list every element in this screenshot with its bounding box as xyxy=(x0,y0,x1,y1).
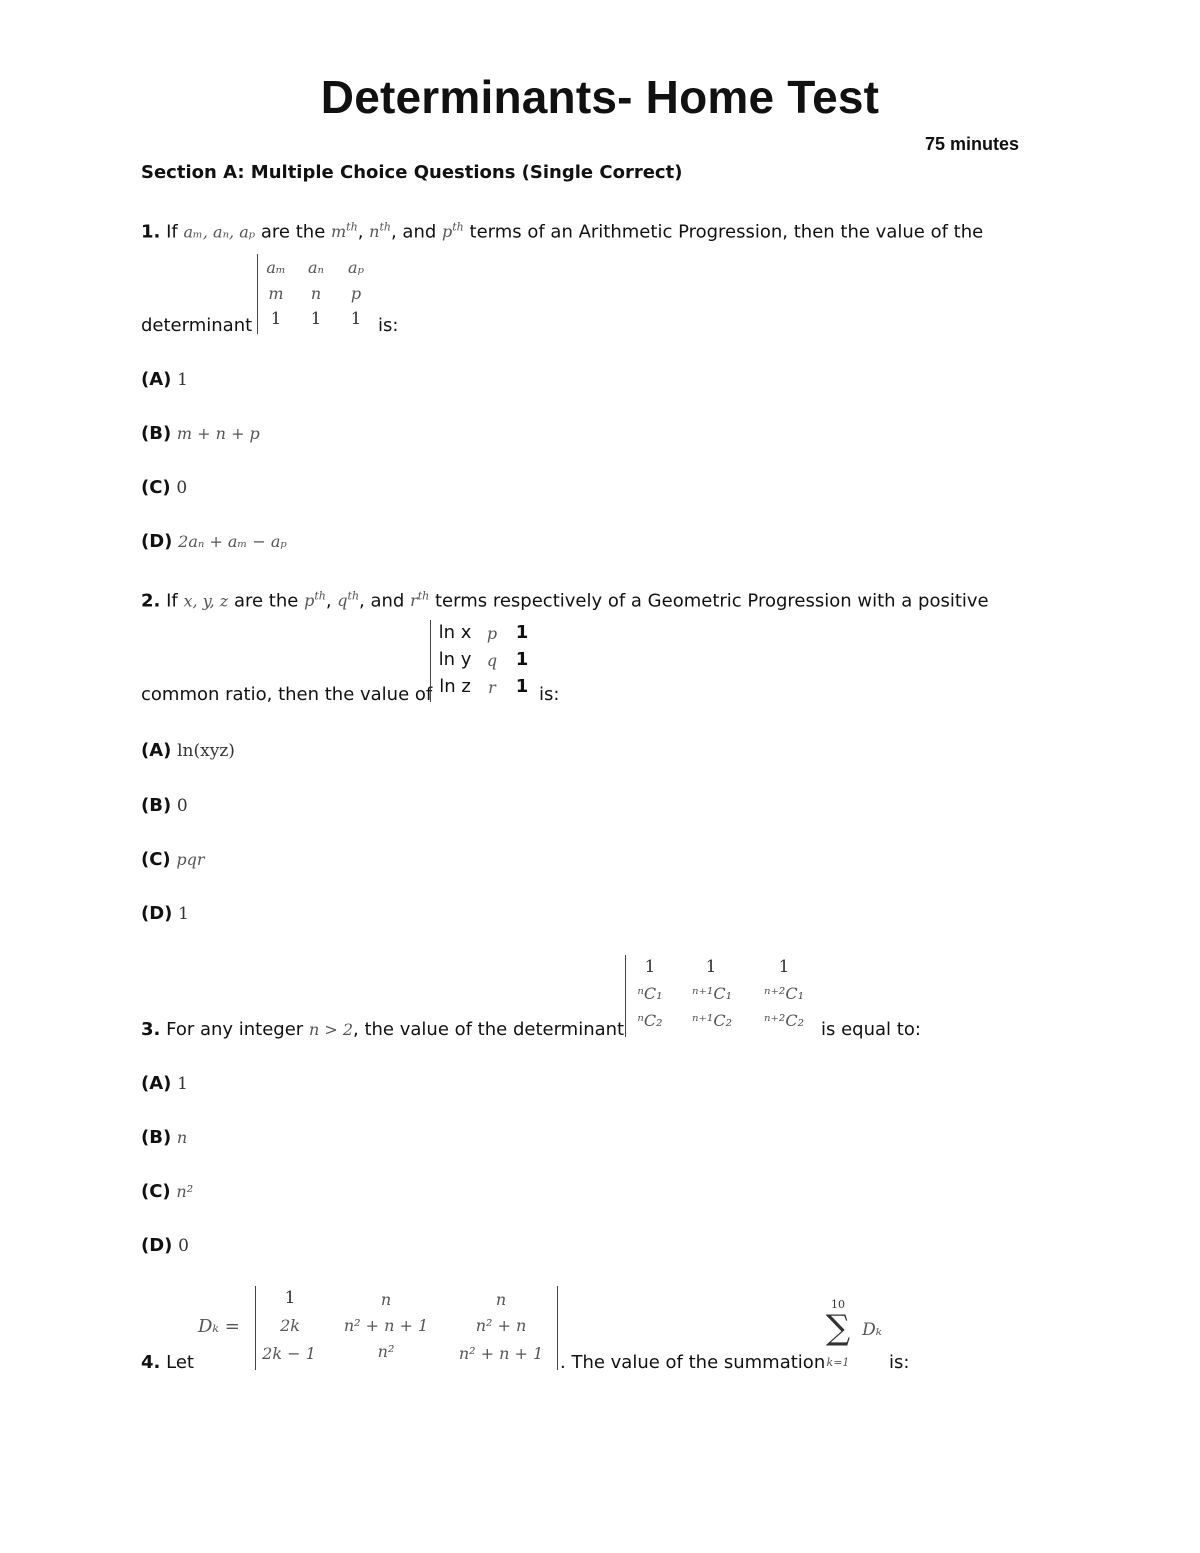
question-3-number: 3. xyxy=(141,1019,161,1040)
sum-upper-limit: 10 xyxy=(831,1298,845,1311)
question-3-line xyxy=(141,1019,624,1040)
q1-pth: $p^{th}$ xyxy=(442,221,464,242)
det-cell: p xyxy=(350,284,362,303)
sum-term: Dₖ xyxy=(862,1320,882,1340)
det-cell: 1 xyxy=(778,957,790,977)
question-4-number: 4. xyxy=(141,1352,161,1373)
q2-line-2: common ratio, then the value of xyxy=(141,684,433,705)
q3-option-c: (C) n² xyxy=(141,1181,194,1202)
q2-is: is: xyxy=(539,684,560,705)
det-cell: 1 xyxy=(515,649,529,670)
q1-determinant xyxy=(257,254,373,334)
q2-vars: x, y, z xyxy=(183,591,229,611)
q2-option-a: (A) ln(xyz) xyxy=(141,740,235,761)
det-cell: aₘ xyxy=(266,258,286,277)
q4-is: is: xyxy=(889,1352,910,1373)
det-cell: ln z xyxy=(439,676,471,697)
det-cell: ⁿ⁺¹C₂ xyxy=(692,1011,732,1030)
det-cell: n xyxy=(380,1290,392,1309)
det-cell: aₚ xyxy=(348,258,364,277)
q3-option-b: (B) n xyxy=(141,1127,188,1148)
q4-text-mid: . The value of the summation xyxy=(560,1352,826,1373)
q1-option-a: (A) 1 xyxy=(141,369,188,390)
det-cell: m xyxy=(268,284,284,303)
q2-rth: $r^{th}$ xyxy=(410,590,430,611)
q3-text-3: is equal to: xyxy=(821,1019,921,1040)
q4-lhs: Dₖ = xyxy=(198,1316,240,1337)
q3-condition: n > 2 xyxy=(308,1020,354,1039)
q1-are-the: are the xyxy=(260,221,326,243)
q2-and: , and xyxy=(359,590,405,612)
det-cell: p xyxy=(486,624,498,643)
question-2-line-1: 2. If x, y, z are the $p^{th}$, $q^{th}$, and $r^{th}$ terms respectively of a Geometric Progression with a positive xyxy=(141,590,989,612)
question-1-line-1: 1. If aₘ, aₙ, aₚ are the $m^{th}$, $n^{th}$, and $p^{th}$ terms of an Arithmetic Progression, then the value of the xyxy=(141,221,984,243)
det-cell: n² + n + 1 xyxy=(458,1344,544,1363)
q2-text-rest: terms respectively of a Geometric Progression with a positive xyxy=(435,590,989,612)
det-cell: n² + n + 1 xyxy=(343,1316,429,1335)
det-cell: ln x xyxy=(438,622,472,643)
q4-determinant xyxy=(255,1286,558,1370)
q1-if: If xyxy=(166,221,178,243)
sigma-icon: ∑ xyxy=(825,1308,851,1348)
q2-if: If xyxy=(166,590,178,612)
det-cell: 1 xyxy=(515,622,529,643)
det-cell: 1 xyxy=(350,309,362,329)
q4-summation xyxy=(820,1298,890,1374)
det-cell: 1 xyxy=(705,957,717,977)
det-cell: 2k xyxy=(280,1316,300,1335)
q1-option-c: (C) 0 xyxy=(141,477,188,498)
q2-option-b: (B) 0 xyxy=(141,795,188,816)
q1-option-b: (B) m + n + p xyxy=(141,423,260,444)
det-cell: ⁿC₁ xyxy=(637,984,663,1003)
det-cell: 2k − 1 xyxy=(262,1344,316,1363)
section-heading: Section A: Multiple Choice Questions (Single Correct) xyxy=(141,162,683,183)
det-cell: n² + n xyxy=(475,1316,527,1335)
question-2-number: 2. xyxy=(141,590,161,612)
q2-option-d: (D) 1 xyxy=(141,903,189,924)
q1-text-rest: terms of an Arithmetic Progression, then the value of the xyxy=(469,221,984,243)
det-cell: ln y xyxy=(438,649,472,670)
q2-option-c: (C) pqr xyxy=(141,849,205,870)
sum-lower-limit: k=1 xyxy=(826,1356,850,1369)
det-cell: ⁿ⁺¹C₁ xyxy=(692,984,732,1003)
q2-qth: $q^{th}$ xyxy=(337,590,360,611)
q1-is: is: xyxy=(378,315,399,336)
q3-option-a: (A) 1 xyxy=(141,1073,188,1094)
det-cell: n xyxy=(495,1290,507,1309)
det-cell: ⁿ⁺²C₁ xyxy=(764,984,804,1003)
q1-mth: $m^{th}$ xyxy=(331,221,358,242)
det-cell: ⁿ⁺²C₂ xyxy=(764,1011,804,1030)
q3-text-2: , the value of the determinant xyxy=(353,1019,625,1040)
det-cell: 1 xyxy=(644,957,656,977)
q2-are-the: are the xyxy=(233,590,299,612)
q1-nth: $n^{th}$ xyxy=(369,221,391,242)
q1-determinant-label: determinant xyxy=(141,315,253,336)
det-cell: 1 xyxy=(515,676,529,697)
det-cell: q xyxy=(486,651,498,670)
question-1-number: 1. xyxy=(141,221,161,243)
det-cell: ⁿC₂ xyxy=(637,1011,663,1030)
page-title: Determinants- Home Test xyxy=(320,71,880,123)
det-cell: n xyxy=(310,284,322,303)
q1-option-d: (D) 2aₙ + aₘ − aₚ xyxy=(141,531,287,552)
q3-determinant xyxy=(625,955,816,1037)
det-cell: 1 xyxy=(270,309,282,329)
q3-option-d: (D) 0 xyxy=(141,1235,189,1256)
q2-determinant xyxy=(430,620,536,702)
test-duration: 75 minutes xyxy=(924,134,1019,154)
q1-and: , and xyxy=(390,221,437,243)
q2-pth: $p^{th}$ xyxy=(304,590,326,611)
det-cell: 1 xyxy=(284,1288,296,1308)
q3-text-1: For any integer xyxy=(166,1019,304,1040)
q4-let: Let xyxy=(166,1352,194,1373)
det-cell: r xyxy=(488,678,496,697)
det-cell: aₙ xyxy=(307,258,325,277)
det-cell: 1 xyxy=(310,309,322,329)
q1-vars: aₘ, aₙ, aₚ xyxy=(183,222,256,242)
question-4-line xyxy=(141,1352,194,1373)
det-cell: n² xyxy=(377,1342,395,1361)
